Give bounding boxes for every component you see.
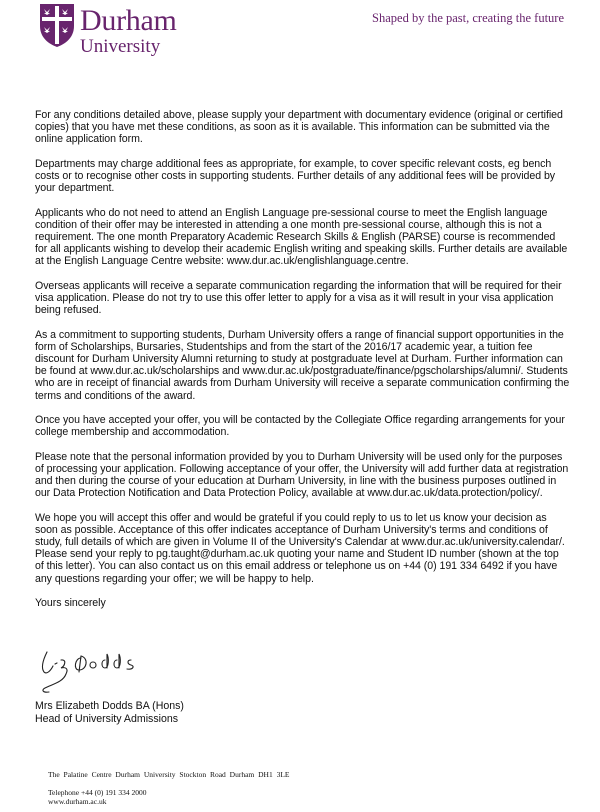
signatory-title: Head of University Admissions [35,713,179,725]
letterhead [0,0,600,70]
tagline: Shaped by the past, creating the future [372,11,564,25]
letter-body [35,109,570,621]
durham-crest-icon [38,2,76,48]
signatory-name: Mrs Elizabeth Dodds BA (Hons) [35,700,184,712]
paragraph-conditions: For any conditions detailed above, please supply your department with documentary evidence (original or certified copies) that you have met these conditions, as soon as it is available. This information can be submitted via the online application form. [35,109,563,146]
paragraph-visa: Overseas applicants will receive a separate communication regarding the information that will be required for their visa application. Please do not try to use this offer letter to apply for a visa as it will result in your visa application being refused. [35,279,562,317]
university-wordmark [80,6,177,58]
footer [48,770,290,806]
footer-website: www.durham.ac.uk [48,797,107,806]
logo-sub: University [80,36,161,57]
paragraph-acceptance: We hope you will accept this offer and would be grateful if you could reply to us to let us know your decision as soon as possible. Acceptance of this offer indicates acceptance of Durham University's terms and conditions of study, full details of which are given in Volume II of the University's Calendar at www.dur.ac.uk/university.calendar/. Please send your reply to pg.taught@durham.ac.uk quoting your name and Student ID number (shown at the top of this letter). You can also contact us on this email address or telephone us on +44 (0) 191 334 6492 if you have any questions regarding your offer; we will be happy to help. [35,511,565,585]
paragraph-fees: Departments may charge additional fees as appropriate, for example, to cover specific relevant costs, eg bench costs or to recognise other costs in supporting students. Further details of any additional fees will be provided by your department. [35,157,556,195]
paragraph-accommodation: Once you have accepted your offer, you will be contacted by the Collegiate Office regarding arrangements for your college membership and accommodation. [35,414,565,439]
footer-address: The Palatine Centre Durham University Stockton Road Durham DH1 3LE [48,770,290,779]
footer-telephone: Telephone +44 (0) 191 334 2000 [48,788,147,797]
paragraph-data-protection: Please note that the personal information provided by you to Durham University will be used only for the purposes of processing your application. Following acceptance of your offer, the University will add further data at registration and then during the course of your education at Durham University, in line with the business purposes outlined in our Data Protection Notification and Data Protection Policy, available at www.dur.ac.uk/data.protection/policy/. [35,450,569,500]
logo-name: Durham [80,4,177,37]
handwritten-signature [35,646,145,696]
paragraph-financial-support: As a commitment to supporting students, Durham University offers a range of financial support opportunities in the form of Scholarships, Bursaries, Studentships and from the start of the 2016/17 academic year, a tuition fee discount for Durham University Alumni returning to study at postgraduate level at Durham. Further information can be found at www.dur.ac.uk/scholarships and www.dur.ac.uk/postgraduate/finance/pgscholarships/alumni/. Students who are in receipt of financial awards from Durham University will receive a separate communication confirming the terms and conditions of the award. [35,328,570,402]
paragraph-english-language: Applicants who do not need to attend an English Language pre-sessional course to meet the English language condition of their offer may be interested in attending a one month pre-sessional course, although this is not a requirement. The one month Preparatory Academic Research Skills & English (PARSE) course is recommended for all applicants wishing to develop their academic English writing and speaking skills. Further details are available at the English Language Centre website: www.dur.ac.uk/englishlanguage.centre. [35,206,568,268]
closing-salutation: Yours sincerely [35,597,106,609]
